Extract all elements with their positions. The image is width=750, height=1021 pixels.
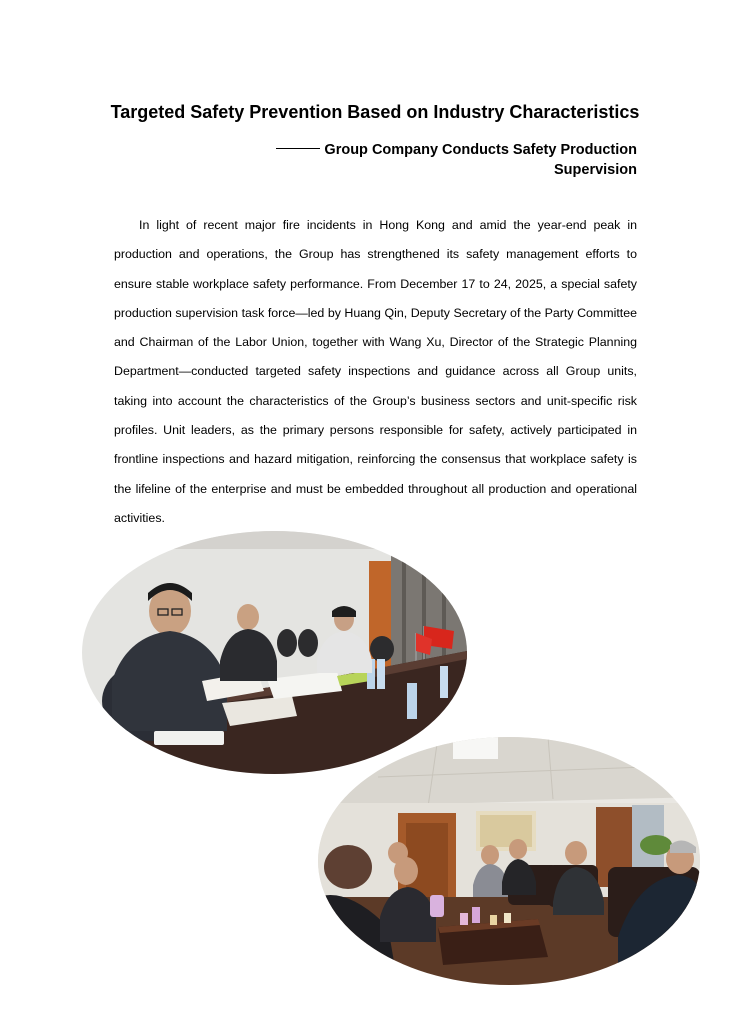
meeting-photo-1-image — [82, 531, 467, 774]
meeting-photo-2 — [318, 737, 700, 985]
meeting-photo-1 — [82, 531, 467, 774]
article-subtitle — [200, 140, 637, 180]
subtitle-dash — [276, 148, 320, 149]
meeting-photo-2-image — [318, 737, 700, 985]
article-subtitle-text: Group Company Conducts Safety Production Supervision — [324, 142, 637, 178]
article-title: Targeted Safety Prevention Based on Industry Characteristics — [110, 102, 640, 122]
article-body: In light of recent major fire incidents in Hong Kong and amid the year-end peak in production and operations, the Group has strengthened its safety management efforts to ensure stable workplace safety performance. From December 17 to 24, 2025, a special safety production supervision task force—led by Huang Qin, Deputy Secretary of the Party Committee and Chairman of the Labor Union, together with Wang Xu, Director of the Strategic Planning Department—conducted targeted safety inspections and guidance across all Group units, taking into account the characteristics of the Group’s business sectors and unit-specific risk profiles. Unit leaders, as the primary persons responsible for safety, actively participated in frontline inspections and hazard mitigation, reinforcing the consensus that workplace safety is the lifeline of the enterprise and must be embedded throughout all production and operational activities. — [114, 218, 637, 525]
